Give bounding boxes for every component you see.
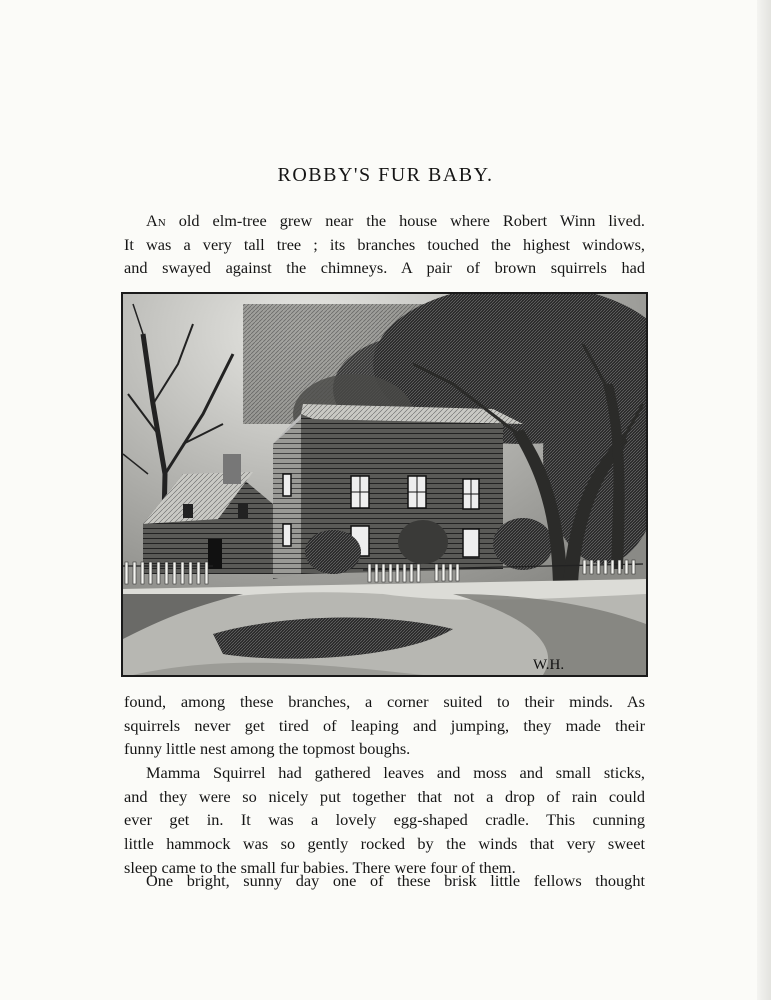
paragraph-line: Mamma Squirrel had gathered leaves and moss and small sticks, xyxy=(146,763,645,782)
paragraph-1 xyxy=(124,209,645,280)
paragraph-line: It was a very tall tree ; its branches touched the highest windows, xyxy=(124,234,645,254)
illustrator-signature: W.H. xyxy=(533,657,565,673)
paragraph-3 xyxy=(124,761,645,880)
paragraph-4 xyxy=(124,869,645,893)
paragraph-line: and they were so nicely put together that not a drop of rain could xyxy=(124,786,645,806)
paragraph-line: One bright, sunny day one of these brisk little fellows thought xyxy=(146,871,645,890)
paragraph-line: funny little nest among the topmost boughs. xyxy=(124,739,411,759)
paragraph-line: found, among these branches, a corner suited to their minds. As xyxy=(124,692,645,711)
page-edge-shadow xyxy=(757,0,771,1000)
paragraph-line: ever get in. It was a lovely egg-shaped cradle. This cunning xyxy=(124,810,645,830)
paragraph-line: squirrels never get tired of leaping and jumping, they made their xyxy=(124,715,645,735)
paragraph-line: little hammock was so gently rocked by the winds that very sweet xyxy=(124,834,645,854)
page-title: ROBBY'S FUR BABY. xyxy=(277,164,494,186)
house-engraving-illustration xyxy=(121,292,648,677)
drop-cap-word: An xyxy=(146,211,166,230)
paragraph-line: An old elm-tree grew near the house where Robert Winn lived. xyxy=(146,211,646,230)
paragraph-2 xyxy=(124,690,645,761)
paragraph-line: and swayed against the chimneys. A pair of brown squirrels had xyxy=(124,258,645,278)
paragraph-line: sleep came to the small fur babies. There were four of them. xyxy=(124,857,516,877)
